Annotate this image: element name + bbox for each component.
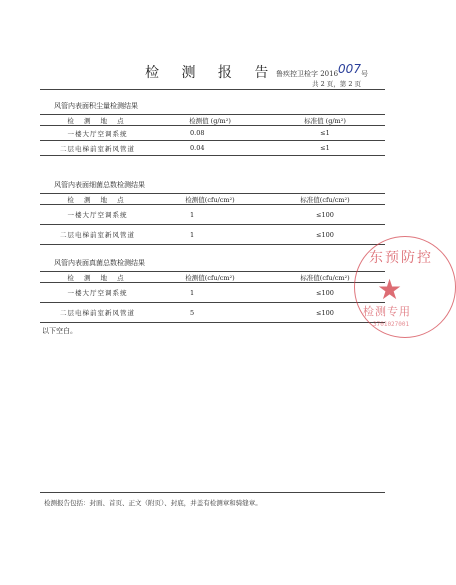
cell-standard: ≤100 [265,283,385,303]
table-row [40,126,385,141]
cell-location: 二层电梯前室新风管道 [40,303,155,323]
cell-standard: ≤100 [265,205,385,225]
section-bacteria [40,180,385,245]
cell-location: 一楼大厅空调系统 [40,126,155,141]
stamp-number: 3701027001 [373,321,410,328]
table-row [40,225,385,245]
table-row [40,141,385,156]
header-location: 检 测 地 点 [40,115,155,126]
cell-standard: ≤1 [265,141,385,156]
cell-measured: 1 [155,205,265,225]
results-table [40,271,385,323]
cell-measured: 5 [155,303,265,323]
cell-standard: ≤1 [265,126,385,141]
document-number-prefix: 鲁疾控卫检字 2016 [276,70,339,78]
footer-note: 检测报告包括：封面、首页、正文（附页）、封底，并盖有检测章和骑缝章。 [44,499,262,507]
results-table [40,114,385,156]
section-title: 风管内表面真菌总数检测结果 [54,259,145,267]
section-title: 风管内表面细菌总数检测结果 [54,181,145,189]
header-measured: 检测值(cfu/cm²) [155,194,265,205]
cell-measured: 1 [155,283,265,303]
cell-standard: ≤100 [265,303,385,323]
star-icon: ★ [377,273,403,306]
blank-note: 以下空白。 [42,327,77,335]
table-row [40,283,385,303]
header-measured: 检测值(cfu/cm²) [155,272,265,283]
document-number-handwritten: 007 [338,62,361,76]
cell-location: 一楼大厅空调系统 [40,283,155,303]
cell-measured: 1 [155,225,265,245]
table-header-row [40,115,385,126]
cell-measured: 0.04 [155,141,265,156]
cell-location: 一楼大厅空调系统 [40,205,155,225]
cell-location: 二层电梯前室新风管道 [40,225,155,245]
header-location: 检 测 地 点 [40,194,155,205]
cell-measured: 0.08 [155,126,265,141]
section-title: 风管内表面积尘量检测结果 [54,102,138,110]
results-table [40,193,385,245]
official-stamp [354,236,456,338]
page-info: 共 2 页，第 2 页 [312,80,362,88]
document-number-suffix: 号 [360,70,368,78]
header-location: 检 测 地 点 [40,272,155,283]
cell-standard: ≤100 [265,225,385,245]
footer-divider [40,492,385,493]
table-header-row [40,272,385,283]
header-measured: 检测值 (g/m²) [155,115,265,126]
header-standard: 标准值 (g/m²) [265,115,385,126]
section-dust [40,101,385,156]
table-row [40,303,385,323]
header-divider [40,89,385,90]
section-fungi [40,258,385,336]
stamp-text-bottom: 检测专用 [363,305,411,318]
stamp-text-top: 东预防控 [369,250,433,266]
table-header-row [40,194,385,205]
header-standard: 标准值(cfu/cm²) [265,272,385,283]
table-row [40,205,385,225]
report-title: 检 测 报 告 [145,65,278,81]
document-number [276,62,368,79]
cell-location: 二层电梯前室新风管道 [40,141,155,156]
header-standard: 标准值(cfu/cm²) [265,194,385,205]
